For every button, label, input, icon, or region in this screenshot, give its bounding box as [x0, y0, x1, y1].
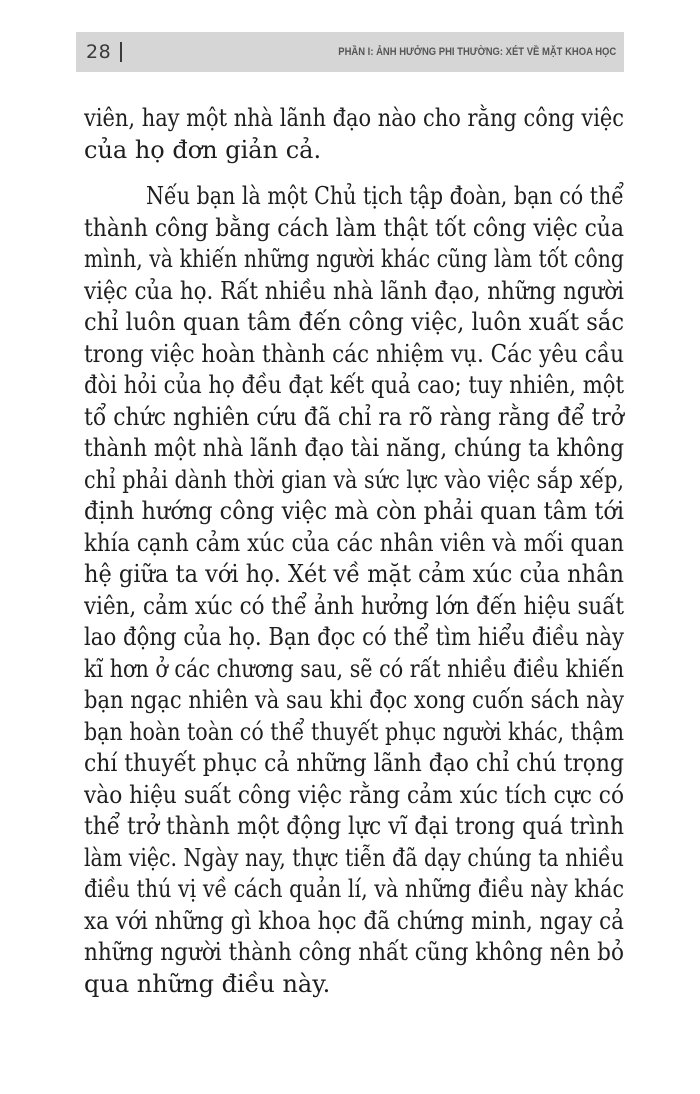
- page-number: 28: [86, 41, 112, 63]
- running-head: PHẦN I: ẢNH HƯỞNG PHI THƯỜNG: XÉT VỀ MẶT KHOA HỌC: [338, 46, 616, 58]
- text-line: tổ chức nghiên cứu đã chỉ ra rõ ràng rằng để trở: [84, 402, 624, 431]
- text-line: qua những điều này.: [84, 969, 331, 998]
- text-line: khía cạnh cảm xúc của các nhân viên và mối quan: [84, 528, 625, 557]
- text-line: Nếu bạn là một Chủ tịch tập đoàn, bạn có thể: [146, 182, 624, 210]
- header-divider: [120, 42, 122, 62]
- text-line: thành công bằng cách làm thật tốt công việc của: [84, 213, 624, 242]
- text-line: việc của họ. Rất nhiều nhà lãnh đạo, những người: [84, 276, 625, 305]
- text-line: hệ giữa ta với họ. Xét về mặt cảm xúc của nhân: [84, 560, 624, 588]
- text-line: chỉ luôn quan tâm đến công việc, luôn xuất sắc: [84, 308, 625, 336]
- text-line: xa với những gì khoa học đã chứng minh, ngay cả: [84, 906, 625, 935]
- text-line: của họ đơn giản cả.: [84, 135, 322, 164]
- text-line: những người thành công nhất cũng không nên bỏ: [84, 938, 624, 966]
- text-line: kĩ hơn ở các chương sau, sẽ có rất nhiều điều khiến: [84, 654, 625, 683]
- text-line: bạn ngạc nhiên và sau khi đọc xong cuốn sách này: [84, 686, 625, 714]
- page-header: [76, 32, 624, 72]
- text-line: mình, và khiến những người khác cũng làm tốt công: [84, 245, 625, 273]
- text-line: vào hiệu suất công việc rằng cảm xúc tích cực có: [84, 780, 625, 809]
- text-line: đòi hỏi của họ đều đạt kết quả cao; tuy nhiên, một: [84, 371, 625, 399]
- text-line: điều thú vị về cách quản lí, và những điều này khác: [84, 875, 625, 903]
- text-line: thành một nhà lãnh đạo tài năng, chúng ta không: [84, 434, 624, 462]
- body-text: [84, 103, 624, 1000]
- text-line: bạn hoàn toàn có thể thuyết phục người khác, thậm: [84, 717, 624, 746]
- text-line: trong việc hoàn thành các nhiệm vụ. Các yêu cầu: [84, 339, 624, 368]
- text-line: lao động của họ. Bạn đọc có thể tìm hiểu điều này: [84, 623, 625, 651]
- paragraph: [84, 181, 624, 1000]
- paragraph: [84, 103, 624, 166]
- text-line: thể trở thành một động lực vĩ đại trong quá trình: [84, 812, 625, 840]
- text-line: viên, cảm xúc có thể ảnh hưởng lớn đến hiệu suất: [84, 591, 624, 620]
- text-line: định hướng công việc mà còn phải quan tâm tới: [84, 497, 625, 525]
- text-line: chí thuyết phục cả những lãnh đạo chỉ chú trọng: [84, 749, 625, 777]
- text-line: viên, hay một nhà lãnh đạo nào cho rằng công việc: [84, 104, 625, 132]
- text-line: làm việc. Ngày nay, thực tiễn đã dạy chúng ta nhiều: [84, 843, 624, 872]
- text-line: chỉ phải dành thời gian và sức lực vào việc sắp xếp,: [84, 465, 624, 494]
